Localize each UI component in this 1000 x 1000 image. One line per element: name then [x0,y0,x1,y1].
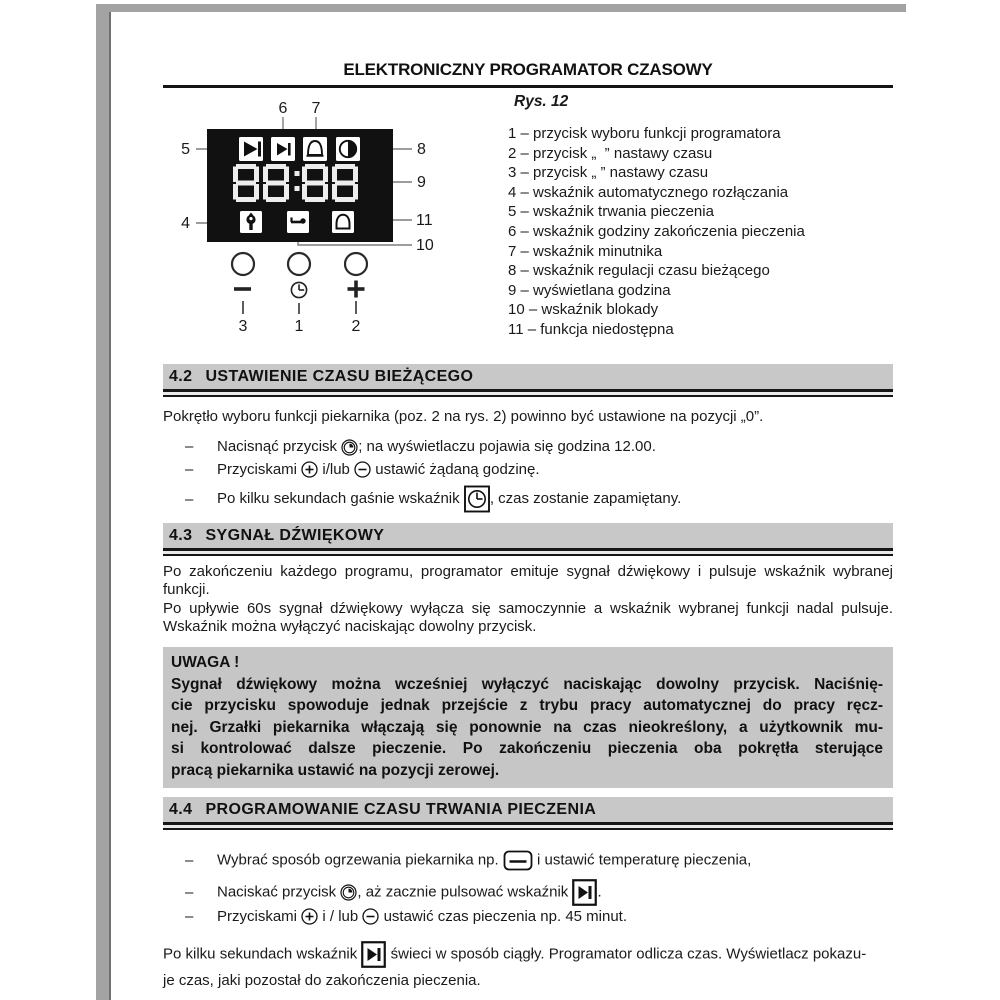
legend-item: 11 – funkcja niedostępna [508,320,674,338]
callout-4: 4 [181,215,190,232]
closing-line-2: je czas, jaki pozostał do zakończenia pieczenia. [163,972,481,990]
warning-line: cie przycisku spowoduje jednak przejście z trybu pracy automatycznej do pracy ręcz- [171,697,883,715]
list-item: – Wybrać sposób ogrzewania piekarnika np. i ustawić temperaturę pieczenia, [185,851,752,869]
clock-symbol [291,282,306,297]
warning-line: si kontrolować dalsze pieczenie. Po zakończeniu pieczenia oba pokrętła sterujące [171,740,883,758]
timer-display-diagram [160,88,505,350]
body-line: funkcji. [163,581,210,599]
list-item: – Przyciskami i / lub ustawić czas pieczenia np. 45 minut. [185,907,628,925]
lock-indicator-icon [287,211,309,233]
section-heading-4-2 [163,364,893,389]
warning-line: Sygnał dźwiękowy można wcześniej wyłączyć naciskając dowolny przycisk. Naciśnię- [171,675,883,693]
figure-legend [508,93,898,340]
warning-box [163,647,893,788]
section-title: PROGRAMOWANIE CZASU TRWANIA PIECZENIA [205,800,597,818]
plus-button-icon [301,461,318,478]
display-value: 88:88 [254,167,340,205]
minus-button[interactable] [232,253,254,275]
legend-item: 8 – wskaźnik regulacji czasu bieżącego [508,262,770,280]
unavailable-function-dome-icon [332,211,354,233]
callout-11: 11 [416,212,433,229]
scan-page-edge-left [96,4,111,1000]
legend-item: 4 – wskaźnik automatycznego rozłączania [508,183,789,201]
closing-line-1: Po kilku sekundach wskaźnik świeci w sposób ciągły. Programator odlicza czas. Wyświetlacz pokazu- [163,941,893,968]
section-heading-4-3 [163,523,893,548]
section-4-3-body [163,563,893,637]
callout-1: 1 [294,318,304,335]
clock-button-icon [341,439,358,456]
list-item: – Nacisnąć przycisk ; na wyświetlaczu pojawia się godzina 12.00. [185,438,656,456]
list-item: – Przyciskami i/lub ustawić żądaną godzinę. [185,460,540,478]
legend-item: 9 – wyświetlana godzina [508,281,671,299]
body-line: Po upływie 60s sygnał dźwiękowy wyłącza się samoczynnie a wskaźnik wybranej funkcji nadal pulsuje. [163,599,893,617]
manual-page [111,12,1000,1000]
section-number: 4.2 [169,368,193,385]
end-time-indicator-icon [271,137,295,161]
legend-item: 2 – przycisk „ ” nastawy czasu [508,144,713,162]
legend-item: 5 – wskaźnik trwania pieczenia [508,203,714,221]
clock-button-icon [340,884,357,901]
legend-item: 6 – wskaźnik godziny zakończenia pieczenia [508,222,805,240]
legend-item: 10 – wskaźnik blokady [508,301,659,319]
list-item: – Po kilku sekundach gaśnie wskaźnik , czas zostanie zapamiętany. [163,485,893,513]
scan-page-edge-top [96,4,906,12]
section-rule [163,548,893,556]
section-number: 4.4 [169,800,193,818]
section-4-3 [163,523,893,556]
callout-3: 3 [238,318,248,335]
boxed-duration-indicator-icon [361,941,386,968]
section-heading-4-4 [163,797,893,822]
warning-line: pracą piekarnika ustawić na pozycji zerowej. [171,762,500,780]
current-time-clock-icon [336,137,360,161]
section-number: 4.3 [169,527,193,545]
plus-symbol [348,281,365,298]
callout-7: 7 [311,100,321,117]
legend-item: 7 – wskaźnik minutnika [508,242,663,260]
legend-item: 3 – przycisk „ ” nastawy czasu [508,164,709,182]
oven-heating-mode-icon [503,850,533,871]
warning-line: nej. Grzałki piekarnika włączają się ponownie na czas nieokreślony, a użytkownik mu- [171,718,883,736]
body-line: Po zakończeniu każdego programu, programator emituje sygnał dźwiękowy i pulsuje wskaźnik wybranej [163,563,893,581]
section-rule [163,389,893,397]
section-4-4-closing [163,941,893,991]
section-title: SYGNAŁ DŹWIĘKOWY [205,527,385,545]
warning-title: UWAGA ! [171,653,240,671]
auto-disconnect-key-icon [240,211,262,233]
figure-12 [163,88,893,350]
callout-5: 5 [181,141,190,158]
list-item: – Naciskać przycisk , aż zacznie pulsować wskaźnik . [163,879,893,906]
minus-symbol [234,287,251,291]
callout-9: 9 [417,174,426,191]
body-line: Wskaźnik można wyłączyć naciskając dowolny przycisk. [163,618,537,636]
page-title: ELEKTRONICZNY PROGRAMATOR CZASOWY [343,60,713,79]
section-4-2 [163,364,893,397]
callout-6: 6 [278,100,288,117]
minute-timer-bell-icon [303,137,327,161]
figure-caption: Rys. 12 [514,93,569,110]
section-title: USTAWIENIE CZASU BIEŻĄCEGO [205,368,474,385]
boxed-clock-indicator-icon [464,485,490,513]
boxed-duration-indicator-icon [572,879,597,906]
plus-button[interactable] [345,253,367,275]
callout-10: 10 [416,237,434,254]
callout-8: 8 [417,141,426,158]
callout-2: 2 [351,318,361,335]
section-4-2-intro: Pokrętło wyboru funkcji piekarnika (poz. 2 na rys. 2) powinno być ustawione na pozycji „0”. [163,408,764,425]
section-rule [163,822,893,830]
duration-indicator-icon [239,137,263,161]
minus-button-icon [354,461,371,478]
plus-button-icon [301,908,318,925]
function-select-button[interactable] [288,253,310,275]
minus-button-icon [362,908,379,925]
section-4-4 [163,797,893,830]
legend-item: 1 – przycisk wyboru funkcji programatora [508,125,781,142]
